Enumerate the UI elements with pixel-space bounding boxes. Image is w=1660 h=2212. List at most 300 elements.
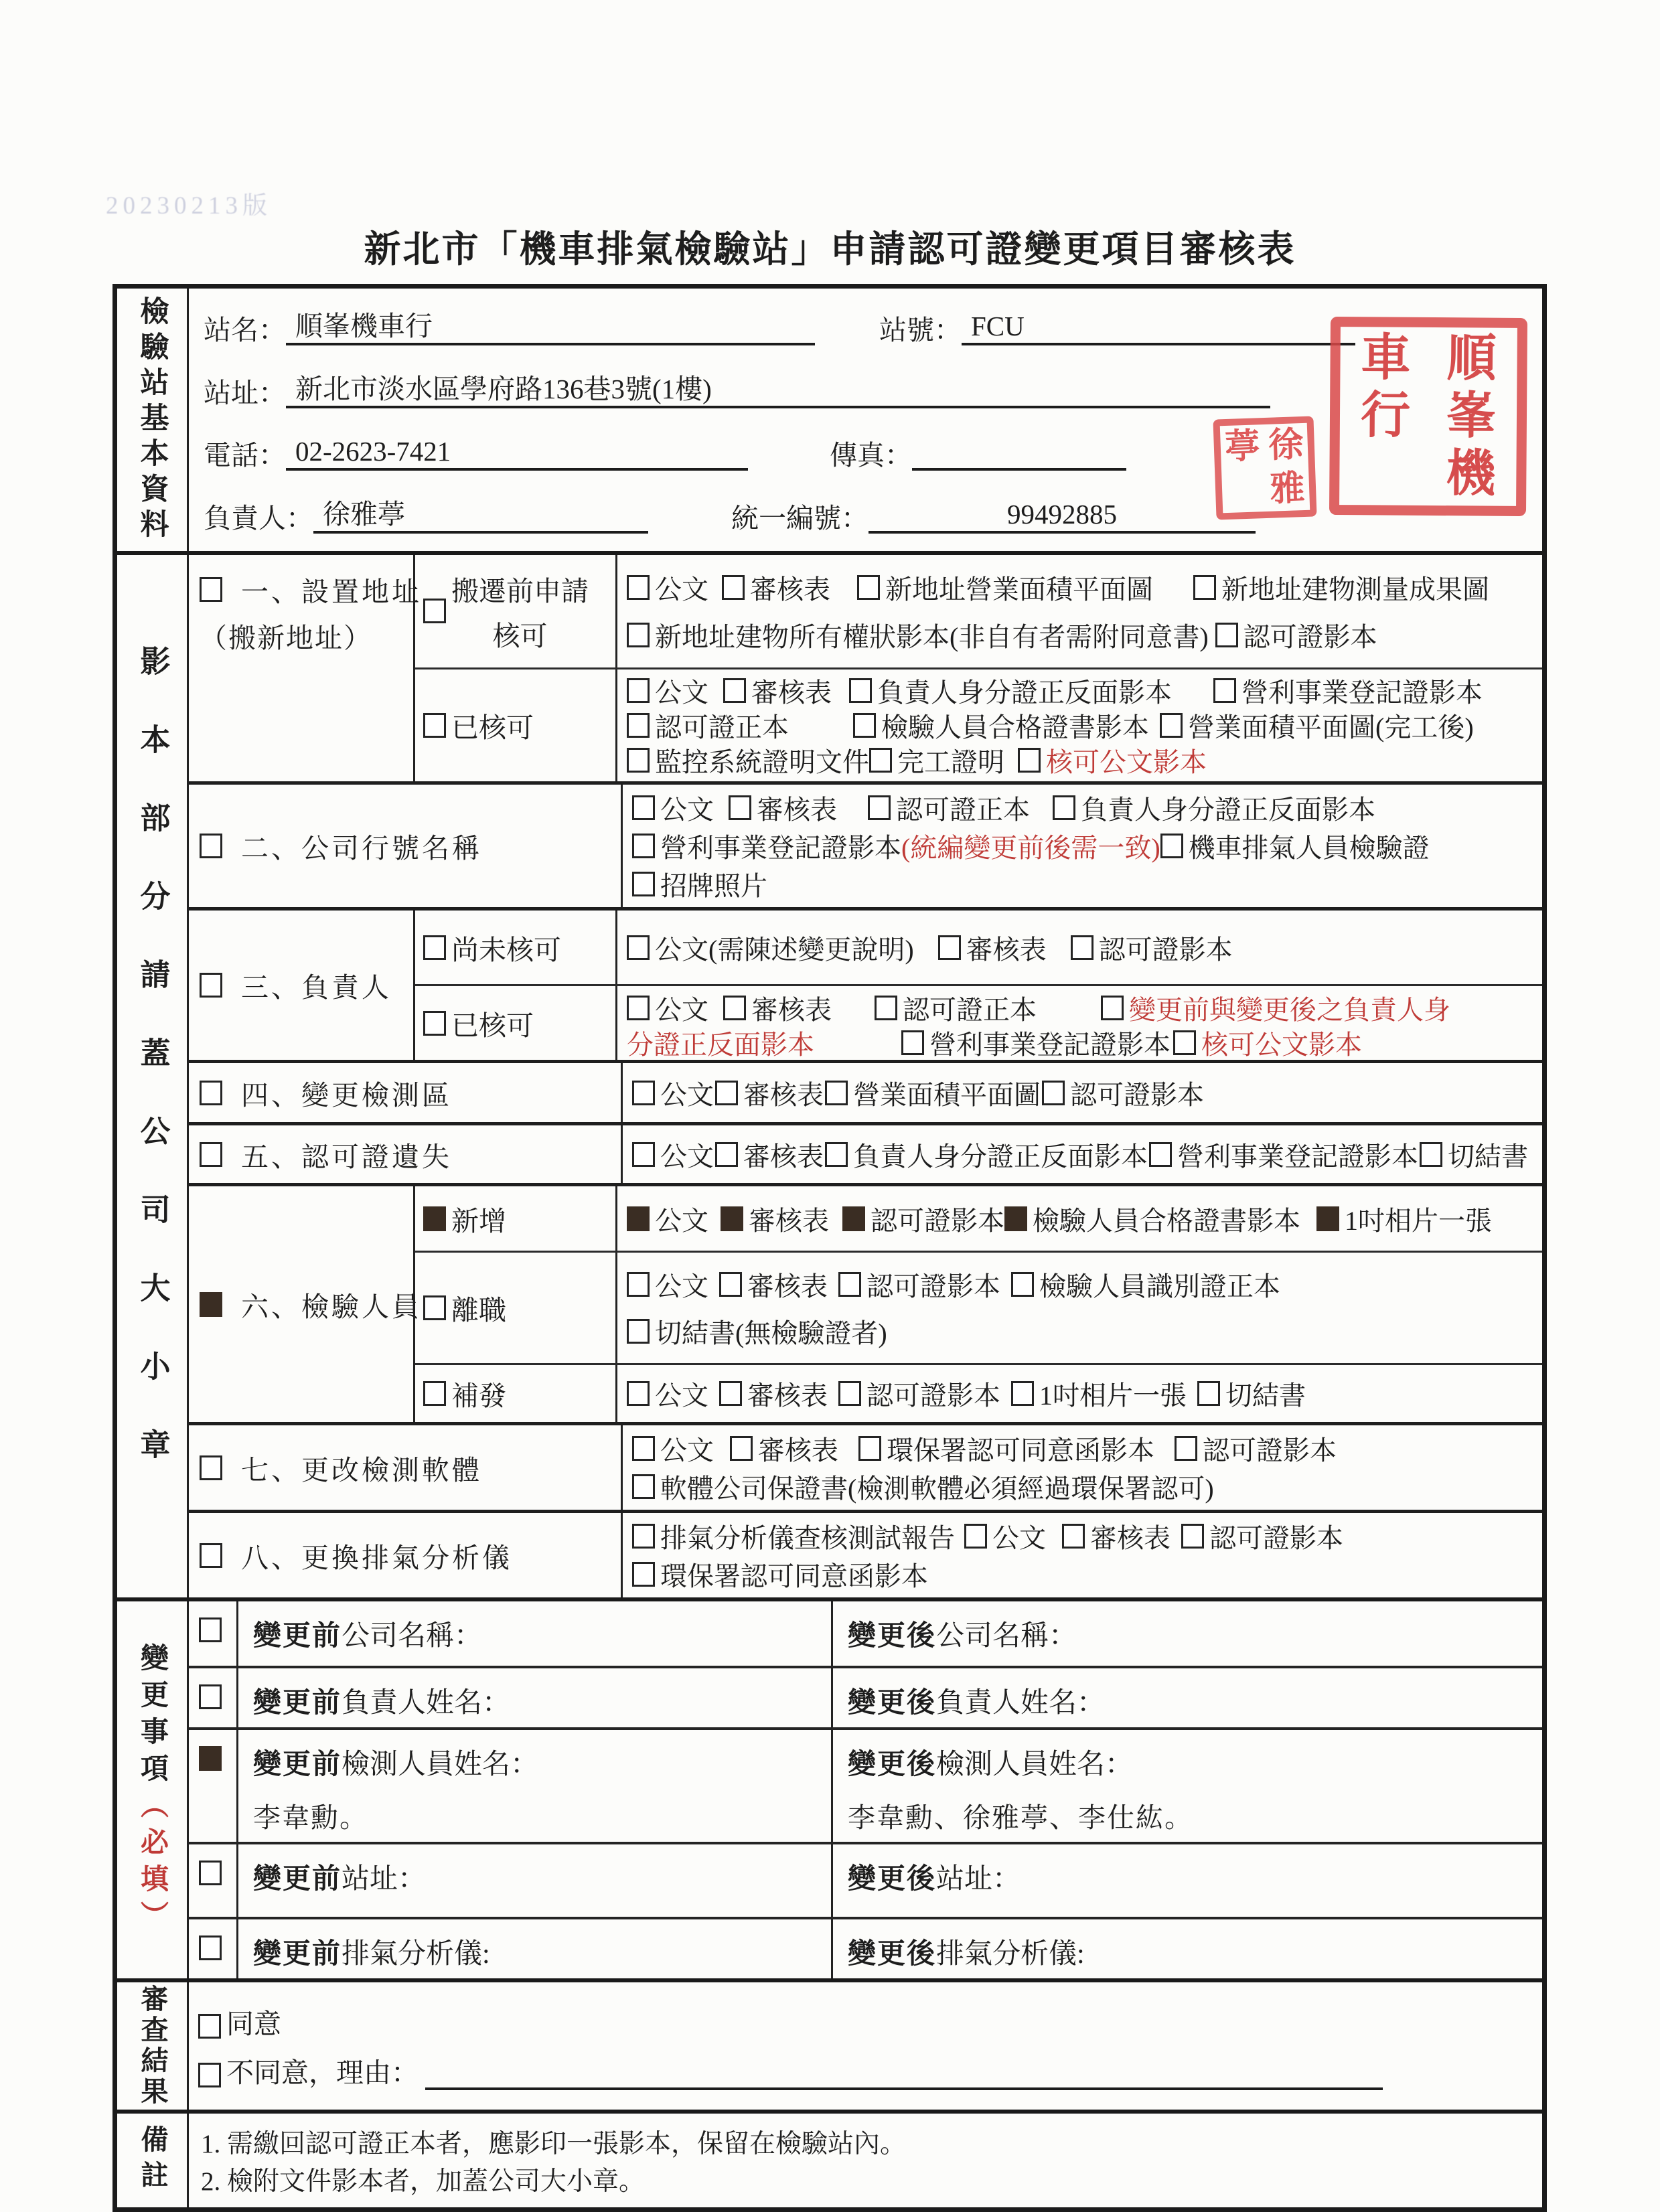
doc-category-5 [189, 1125, 623, 1183]
checkbox[interactable] [1316, 1206, 1339, 1231]
doc-subcategory-label-2: 核可 [492, 620, 548, 651]
doc-checkbox-item [875, 989, 1037, 1027]
personal-seal-character [1221, 468, 1266, 513]
doc-checkbox-item [632, 1429, 714, 1468]
owner-field[interactable]: 徐雅葶 [313, 499, 648, 534]
doc-item-label: 認可證影本 [871, 1205, 1004, 1236]
checkbox[interactable] [868, 795, 891, 820]
checkbox[interactable] [632, 795, 655, 820]
doc-line [627, 1200, 1537, 1238]
uid-field[interactable]: 99492885 [869, 499, 1256, 534]
checkbox[interactable] [423, 935, 446, 960]
doc-category-title: 六、檢驗人員 [241, 1291, 422, 1322]
checkbox[interactable] [842, 1206, 865, 1231]
checkbox[interactable] [627, 713, 650, 738]
station-address-label: 站址： [204, 377, 286, 408]
doc-item-label: 1吋相片一張 [1345, 1205, 1492, 1236]
doc-item-label: 切結書 [1448, 1141, 1528, 1172]
checkbox[interactable] [1062, 1524, 1085, 1549]
doc-item-label: 認可證正本 [655, 712, 789, 742]
doc-checkbox-item [1004, 1200, 1300, 1238]
doc-item-label: 認可證影本 [1203, 1435, 1337, 1466]
side-label-documents-text: 影本部分請蓋公司大小章 [135, 645, 169, 1507]
change-before-label: 變更前負責人姓名： [253, 1688, 511, 1719]
doc-item-label: 認可證影本 [1070, 1079, 1204, 1110]
change-before [238, 1668, 833, 1727]
change-before-label: 變更前公司名稱： [253, 1621, 483, 1652]
checkbox[interactable] [1004, 1206, 1027, 1231]
doc-category-3 [189, 911, 415, 1060]
checkbox[interactable] [200, 973, 222, 998]
doc-checkbox-item [1316, 1200, 1492, 1238]
doc-category-2 [189, 785, 623, 907]
checkbox[interactable] [199, 1617, 222, 1642]
doc-item-label: 分證正反面影本 [627, 1029, 814, 1060]
doc-item-label: 審核表 [751, 994, 832, 1025]
doc-line [632, 865, 1537, 903]
change-after [833, 1730, 1542, 1842]
checkbox[interactable] [632, 1524, 655, 1549]
checkbox[interactable] [632, 1081, 655, 1105]
personal-name-seal-stamp [1213, 416, 1316, 520]
doc-items [623, 1125, 1542, 1183]
side-label-change-items-text: 變更事項︵必填︶ [137, 1642, 167, 1938]
doc-subrow [623, 1063, 1542, 1122]
doc-line [627, 1374, 1537, 1413]
doc-item-label: 審核表 [966, 934, 1047, 965]
checkbox[interactable] [200, 1543, 222, 1568]
checkbox[interactable] [1149, 1142, 1172, 1167]
checkbox[interactable] [1213, 678, 1236, 703]
doc-checkbox-item [1160, 706, 1474, 744]
doc-category-1 [189, 555, 422, 781]
doc-checkbox-item [1101, 989, 1450, 1027]
checkbox[interactable] [627, 748, 650, 773]
doc-item-note: (統編變更前後需一致) [901, 833, 1160, 863]
checkbox[interactable] [200, 577, 222, 602]
doc-category-title: 三、負責人 [241, 972, 392, 1003]
doc-checkbox-item [858, 1429, 1154, 1468]
doc-checkbox-item [632, 1074, 714, 1112]
side-label-basic [117, 289, 189, 551]
checkbox[interactable] [1197, 1381, 1220, 1406]
checkbox[interactable] [1011, 1381, 1034, 1406]
checkbox[interactable] [964, 1524, 987, 1549]
change-row-1 [189, 1601, 1542, 1666]
checkbox[interactable] [200, 1081, 222, 1105]
doc-item-label: 環保署認可同意函影本 [660, 1561, 928, 1591]
doc-item-label: 公文 [655, 994, 708, 1025]
doc-subcategory-label: 離職 [451, 1295, 506, 1326]
doc-category-title: 五、認可證遺失 [241, 1141, 452, 1172]
doc-subcategory-label: 搬遷前申請 [451, 575, 589, 607]
doc-checkbox-item [825, 1135, 1148, 1174]
checkbox[interactable] [1101, 996, 1124, 1020]
doc-checkbox-item [627, 1024, 814, 1062]
company-seal-character: 車 [1361, 330, 1411, 387]
doc-checkbox-item [721, 1200, 829, 1238]
company-seal-character: 行 [1360, 388, 1411, 445]
checkbox[interactable] [627, 996, 650, 1020]
checkbox[interactable] [632, 872, 655, 896]
checkbox[interactable] [199, 1684, 222, 1709]
doc-item-label: 招牌照片 [660, 871, 767, 901]
doc-items [617, 669, 1542, 782]
doc-item-label: 審核表 [751, 678, 832, 708]
change-after [833, 1919, 1542, 1978]
checkbox[interactable] [200, 834, 222, 858]
doc-row-6 [189, 1183, 1542, 1422]
checkbox[interactable] [875, 996, 897, 1020]
doc-subrow [623, 785, 1542, 907]
doc-checkbox-item [853, 706, 1149, 744]
doc-checkbox-item [838, 1265, 1000, 1304]
change-after-value: 李韋勳、徐雅葶、李仕紘。 [848, 1802, 1193, 1833]
checkbox[interactable] [1181, 1524, 1204, 1549]
doc-line [632, 1517, 1537, 1555]
change-row-checkbox-cell [189, 1668, 238, 1727]
checkbox[interactable] [1160, 834, 1183, 858]
doc-checkbox-item [1181, 1517, 1343, 1555]
checkbox[interactable] [730, 1436, 753, 1461]
side-label-review-text: 審查結果 [137, 1984, 168, 2108]
change-after-label: 變更後站址： [848, 1864, 1021, 1895]
doc-line [627, 616, 1537, 654]
agree-label: 同意 [226, 2008, 281, 2040]
doc-item-label: 審核表 [1090, 1523, 1171, 1553]
doc-item-label: 新地址建物所有權狀影本(非自有者需附同意書) [655, 621, 1209, 652]
checkbox[interactable] [627, 935, 650, 960]
doc-line [632, 789, 1537, 827]
station-name-field[interactable]: 順峯機車行 [286, 311, 815, 345]
doc-item-label: 排氣分析儀查核測試報告 [660, 1523, 955, 1553]
checkbox[interactable] [721, 1206, 743, 1231]
checkbox[interactable] [857, 575, 880, 600]
company-seal-character [1342, 444, 1428, 503]
checkbox[interactable] [853, 713, 876, 738]
doc-item-label: 1吋相片一張 [1039, 1380, 1187, 1411]
doc-checkbox-item [627, 672, 708, 710]
doc-item-label: 營業面積平面圖 [853, 1079, 1041, 1110]
doc-subrow [415, 1363, 1542, 1422]
doc-checkbox-item [1160, 827, 1430, 865]
doc-category-8 [189, 1513, 623, 1597]
doc-checkbox-item [730, 1429, 838, 1468]
doc-checkbox-item [1053, 789, 1375, 827]
checkbox[interactable] [199, 1746, 222, 1771]
checkbox[interactable] [825, 1081, 848, 1105]
checkbox[interactable] [1215, 623, 1238, 647]
checkbox[interactable] [1175, 1436, 1197, 1461]
phone-label: 電話： [204, 440, 286, 471]
doc-items [617, 1365, 1542, 1422]
disagree-option [198, 2051, 1529, 2090]
checkbox[interactable] [199, 1936, 222, 1960]
doc-item-label: 公文(需陳述變更說明) [655, 934, 914, 965]
doc-checkbox-item [1175, 1429, 1337, 1468]
doc-line [632, 1468, 1537, 1506]
checkbox[interactable] [423, 1011, 446, 1036]
doc-line [627, 568, 1537, 607]
checkbox[interactable] [901, 1030, 924, 1055]
checkbox[interactable] [838, 1381, 861, 1406]
doc-line [627, 929, 1537, 967]
change-before [238, 1919, 833, 1978]
change-row-3 [189, 1727, 1542, 1842]
agree-checkbox[interactable] [198, 2014, 221, 2039]
doc-item-label: 新地址營業面積平面圖 [885, 574, 1153, 605]
doc-subcategory-label: 尚未核可 [451, 934, 561, 965]
checkbox[interactable] [627, 678, 650, 703]
doc-item-label: 負責人身分證正反面影本 [877, 678, 1172, 708]
side-label-change-items [117, 1601, 189, 1978]
checkbox[interactable] [632, 1474, 655, 1499]
checkbox[interactable] [423, 1295, 446, 1320]
doc-item-label: 審核表 [747, 1271, 828, 1301]
form-title: 新北市「機車排氣檢驗站」申請認可證變更項目審核表 [364, 229, 1296, 270]
change-before [238, 1601, 833, 1666]
change-row-checkbox-cell [189, 1919, 238, 1978]
checkbox[interactable] [729, 795, 751, 820]
doc-subcategory-label: 新增 [451, 1205, 506, 1237]
station-code-field[interactable]: FCU [962, 311, 1355, 345]
checkbox[interactable] [627, 1272, 650, 1297]
doc-row-1 [189, 555, 1542, 781]
checkbox[interactable] [1420, 1142, 1442, 1167]
checkbox[interactable] [627, 623, 650, 647]
doc-checkbox-item [1173, 1024, 1362, 1062]
checkbox[interactable] [1071, 935, 1093, 960]
checkbox[interactable] [1160, 713, 1183, 738]
doc-item-label: 營利事業登記證影本 [929, 1029, 1171, 1060]
doc-item-label: 核可公文影本 [1201, 1029, 1362, 1060]
doc-item-label: 審核表 [743, 1141, 824, 1172]
checkbox[interactable] [858, 1436, 881, 1461]
doc-category-7 [189, 1425, 623, 1510]
doc-item-label: 營利事業登記證影本 [1241, 678, 1483, 708]
checkbox[interactable] [1193, 575, 1216, 600]
checkbox[interactable] [627, 575, 650, 600]
doc-category-title: 八、更換排氣分析儀 [241, 1542, 512, 1573]
doc-items [617, 1186, 1542, 1251]
doc-checkbox-item [627, 1265, 708, 1304]
doc-item-label: 審核表 [743, 1079, 824, 1110]
doc-line [632, 1074, 1537, 1112]
doc-item-label: 切結書 [1225, 1380, 1306, 1411]
doc-item-label: 公文 [655, 1271, 708, 1301]
checkbox[interactable] [627, 1206, 650, 1231]
checkbox[interactable] [1053, 795, 1075, 820]
doc-checkbox-item [1018, 741, 1207, 779]
doc-line [632, 1555, 1537, 1593]
doc-checkbox-item [1213, 672, 1483, 710]
doc-item-label: 公文 [655, 574, 708, 605]
doc-subrow [415, 1251, 1542, 1363]
doc-category-4 [189, 1063, 623, 1122]
checkbox[interactable] [849, 678, 872, 703]
checkbox[interactable] [869, 748, 892, 773]
doc-item-label: 完工證明 [897, 747, 1004, 777]
checkbox[interactable] [423, 599, 446, 623]
doc-item-label: 營利事業登記證影本 [660, 833, 901, 863]
checkbox[interactable] [627, 1319, 650, 1344]
phone-field[interactable]: 02-2623-7421 [286, 437, 748, 471]
doc-category-title: 一、設置地址 [241, 576, 422, 607]
section-change-items [117, 1597, 1542, 1978]
doc-checkbox-item [719, 1265, 828, 1304]
doc-item-label: 負責人身分證正反面影本 [1081, 795, 1375, 825]
checkbox[interactable] [838, 1272, 861, 1297]
fax-field[interactable] [912, 467, 1126, 471]
doc-subcategory [415, 986, 617, 1060]
doc-line [632, 1135, 1537, 1174]
company-seal-character: 峯 [1446, 388, 1497, 445]
doc-item-label: 認可證影本 [1098, 934, 1233, 965]
checkbox[interactable] [938, 935, 961, 960]
checkbox[interactable] [423, 1206, 446, 1231]
doc-checkbox-item [627, 1200, 708, 1238]
doc-checkbox-item [857, 568, 1153, 607]
fax-label: 傳真： [830, 440, 912, 471]
checkbox[interactable] [632, 834, 655, 858]
doc-line [632, 1429, 1537, 1468]
doc-items [617, 986, 1542, 1060]
doc-checkbox-item [838, 1374, 1000, 1413]
checkbox[interactable] [199, 1861, 222, 1885]
doc-checkbox-item [715, 1074, 824, 1112]
doc-checkbox-item [632, 1468, 1214, 1506]
doc-item-label: 認可證影本 [866, 1271, 1000, 1301]
doc-line [627, 1312, 1537, 1350]
change-before [238, 1844, 833, 1917]
company-seal-stamp [1329, 317, 1527, 516]
doc-checkbox-item [627, 929, 914, 967]
doc-checkbox-item [627, 568, 708, 607]
doc-checkbox-item [632, 1135, 714, 1174]
doc-subcategory [415, 1365, 617, 1422]
doc-item-label: 軟體公司保證書(檢測軟體必須經過環保署認可) [660, 1474, 1214, 1504]
checkbox[interactable] [723, 996, 746, 1020]
change-before [238, 1730, 833, 1842]
doc-item-label: 機車排氣人員檢驗證 [1188, 833, 1430, 863]
checkbox[interactable] [723, 678, 746, 703]
doc-checkbox-item [868, 789, 1030, 827]
doc-subcategory [415, 669, 617, 782]
side-label-review [117, 1982, 189, 2110]
doc-row-3 [189, 907, 1542, 1060]
doc-checkbox-item [632, 865, 767, 903]
doc-item-label: 檢驗人員合格證書影本 [1033, 1205, 1300, 1236]
doc-row-8 [189, 1510, 1542, 1597]
doc-checkbox-item [627, 741, 869, 779]
doc-items [617, 1253, 1542, 1363]
checkbox[interactable] [1042, 1081, 1065, 1105]
checkbox[interactable] [632, 1562, 655, 1587]
uid-label: 統一編號： [731, 502, 869, 534]
change-before-label: 變更前站址： [253, 1864, 427, 1895]
checkbox[interactable] [1173, 1030, 1196, 1055]
doc-items [623, 1425, 1542, 1510]
version-watermark: 20230213版 [106, 192, 272, 220]
doc-subcategory [415, 1186, 617, 1251]
note-item-2: 2. 檢附文件影本者，加蓋公司大小章。 [201, 2167, 646, 2196]
doc-subrow [415, 911, 1542, 984]
checkbox[interactable] [719, 1381, 742, 1406]
checkbox[interactable] [200, 1292, 222, 1317]
checkbox[interactable] [632, 1142, 655, 1167]
doc-subrow [415, 555, 1542, 667]
doc-checkbox-item [1071, 929, 1233, 967]
section-notes [117, 2110, 1542, 2207]
checkbox[interactable] [200, 1455, 222, 1480]
doc-item-label: 檢驗人員合格證書影本 [881, 712, 1149, 742]
doc-line [627, 990, 1537, 1025]
checkbox[interactable] [715, 1142, 738, 1167]
doc-item-label: 公文 [655, 678, 708, 708]
change-row-checkbox-cell [189, 1844, 238, 1917]
personal-seal-character: 徐 [1268, 425, 1304, 465]
checkbox[interactable] [423, 713, 446, 738]
doc-checkbox-item [1197, 1374, 1306, 1413]
doc-subcategory [415, 911, 617, 984]
doc-category-title: 四、變更檢測區 [241, 1079, 452, 1111]
doc-item-label: 審核表 [747, 1380, 828, 1411]
section-documents [117, 551, 1542, 1597]
doc-checkbox-item [719, 1374, 828, 1413]
change-row-4 [189, 1842, 1542, 1917]
doc-category-6 [189, 1186, 422, 1422]
checkbox[interactable] [719, 1272, 742, 1297]
doc-item-label: 公文 [660, 1079, 714, 1110]
checkbox[interactable] [1018, 748, 1041, 773]
section-review-result [117, 1978, 1542, 2110]
checkbox[interactable] [423, 1381, 446, 1406]
doc-item-label: 公文 [660, 795, 714, 825]
doc-line [627, 743, 1537, 778]
checkbox[interactable] [627, 1381, 650, 1406]
checkbox[interactable] [722, 575, 745, 600]
checkbox[interactable] [825, 1142, 848, 1167]
doc-item-label: 認可證正本 [903, 994, 1037, 1025]
checkbox[interactable] [200, 1142, 222, 1167]
agree-option [198, 2002, 1529, 2041]
disagree-checkbox[interactable] [198, 2063, 221, 2087]
doc-checkbox-item [1062, 1517, 1171, 1555]
doc-checkbox-item [842, 1200, 1004, 1238]
doc-checkbox-item [723, 989, 832, 1027]
doc-item-label: 公文 [992, 1523, 1046, 1553]
company-seal-character: 機 [1446, 446, 1496, 503]
doc-checkbox-item [627, 989, 708, 1027]
change-after [833, 1601, 1542, 1666]
change-row-5 [189, 1917, 1542, 1978]
doc-row-7 [189, 1422, 1542, 1510]
disagree-reason-field[interactable] [425, 2087, 1383, 2090]
station-address-field[interactable]: 新北市淡水區學府路136巷3號(1樓) [286, 374, 1270, 408]
doc-checkbox-item [627, 616, 1209, 654]
doc-checkbox-item [901, 1024, 1171, 1062]
checkbox[interactable] [632, 1436, 655, 1461]
change-row-checkbox-cell [189, 1730, 238, 1842]
change-before-value: 李韋勳。 [253, 1802, 368, 1833]
doc-item-label: 核可公文影本 [1046, 747, 1207, 777]
change-after-label: 變更後負責人姓名： [848, 1688, 1106, 1719]
doc-item-label: 切結書(無檢驗證者) [655, 1318, 887, 1348]
checkbox[interactable] [715, 1081, 738, 1105]
personal-seal-character: 葶 [1224, 426, 1261, 467]
change-items-rows [189, 1601, 1542, 1978]
checkbox[interactable] [1011, 1272, 1034, 1297]
